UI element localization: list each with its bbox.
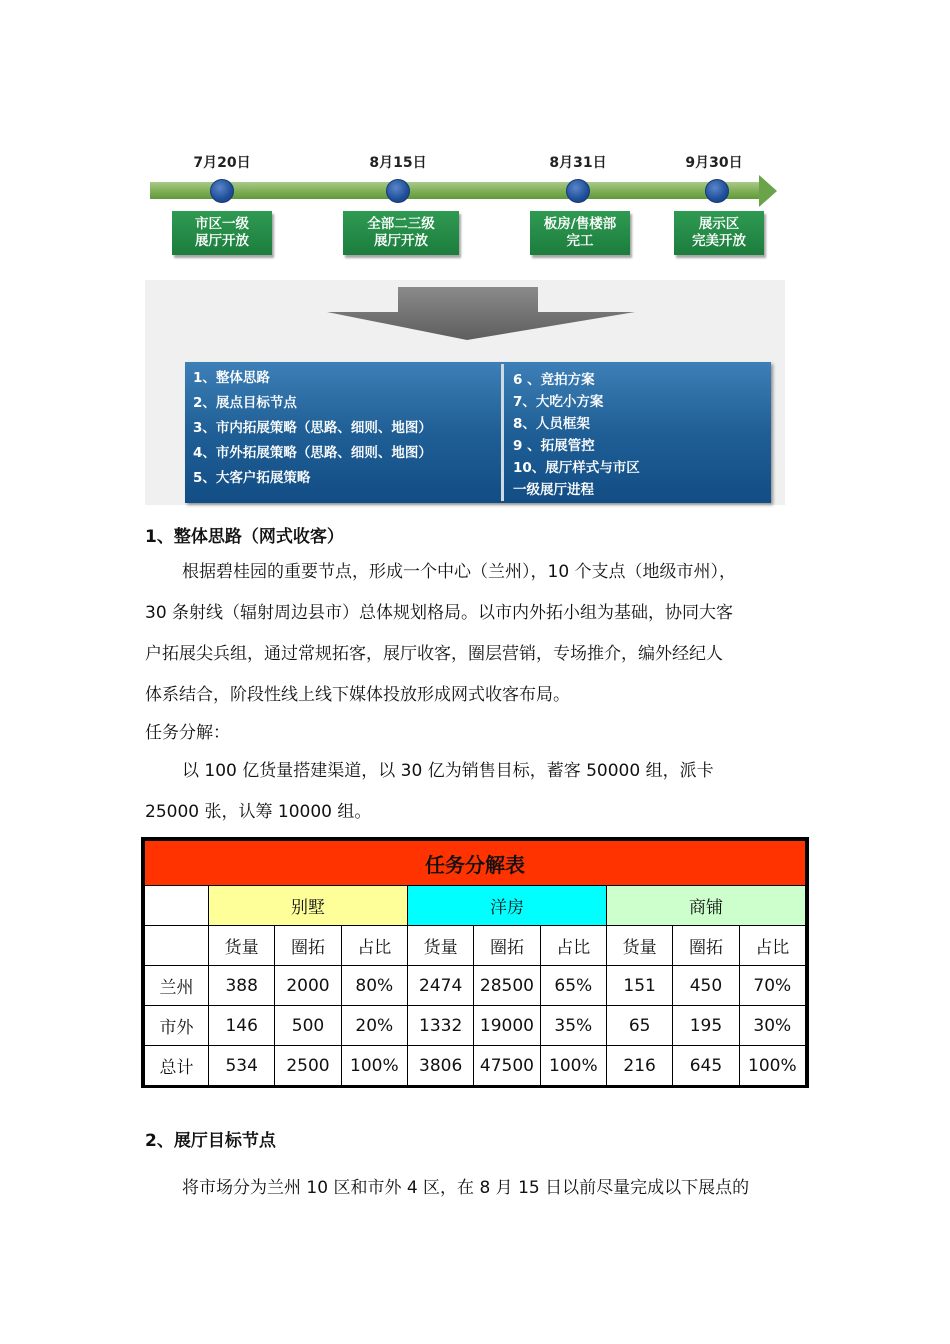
task-label xyxy=(145,713,815,754)
milestone-box xyxy=(674,211,764,255)
table-cell: 30% xyxy=(739,1006,805,1046)
row-label: 市外 xyxy=(145,1006,209,1046)
milestone-date: 8月15日 xyxy=(369,155,427,171)
paragraph-line: 将市场分为兰州 10 区和市外 4 区，在 8 月 15 日以前尽量完成以下展点的 xyxy=(182,1178,750,1198)
table-cell: 2500 xyxy=(275,1046,341,1086)
table-row xyxy=(145,966,806,1006)
table-cell: 195 xyxy=(673,1006,739,1046)
task-paragraph xyxy=(145,751,815,833)
table-cell: 2000 xyxy=(275,966,341,1006)
table-cell: 146 xyxy=(209,1006,275,1046)
row-label: 总计 xyxy=(145,1046,209,1086)
milestone-date: 7月20日 xyxy=(193,155,251,171)
table-cell: 388 xyxy=(209,966,275,1006)
table-cell: 80% xyxy=(341,966,407,1006)
column-header: 占比 xyxy=(540,926,606,966)
timeline-node xyxy=(566,179,590,203)
panel-item: 一级展厅进程 xyxy=(513,482,594,498)
table-row xyxy=(145,1046,806,1086)
table-cell: 100% xyxy=(341,1046,407,1086)
panel-item: 6 、竞拍方案 xyxy=(513,372,595,388)
milestone-date: 9月30日 xyxy=(685,155,743,171)
table-row xyxy=(145,1006,806,1046)
table-cell: 47500 xyxy=(474,1046,540,1086)
table-corner xyxy=(145,926,209,966)
milestone-line: 市区一级 xyxy=(195,216,249,232)
table-cell: 645 xyxy=(673,1046,739,1086)
table-cell: 534 xyxy=(209,1046,275,1086)
column-header: 货量 xyxy=(407,926,473,966)
task-label-text: 任务分解： xyxy=(145,723,230,743)
panel-left-list xyxy=(193,366,432,491)
milestone-line: 展厅开放 xyxy=(374,233,428,249)
milestone-line: 展厅开放 xyxy=(195,233,249,249)
table-cell: 100% xyxy=(540,1046,606,1086)
paragraph-line: 30 条射线（辐射周边县市）总体规划格局。以市内外拓小组为基础，协同大客 xyxy=(145,603,734,623)
group-header-villa: 别墅 xyxy=(209,886,408,926)
milestone-line: 完美开放 xyxy=(692,233,746,249)
section-heading: 1、整体思路（网式收客） xyxy=(145,527,344,547)
table-cell: 70% xyxy=(739,966,805,1006)
paragraph-line: 根据碧桂园的重要节点，形成一个中心（兰州），10 个支点（地级市州）， xyxy=(182,562,737,582)
contents-panel xyxy=(185,362,771,503)
column-header: 圈拓 xyxy=(673,926,739,966)
table-cell: 65 xyxy=(606,1006,672,1046)
paragraph-line: 以 100 亿货量搭建渠道，以 30 亿为销售目标，蓄客 50000 组，派卡 xyxy=(182,761,714,781)
panel-divider xyxy=(501,364,504,501)
task-table xyxy=(141,837,809,1088)
paragraph-line: 25000 张，认筹 10000 组。 xyxy=(145,802,372,822)
column-header: 圈拓 xyxy=(275,926,341,966)
milestone-box xyxy=(343,211,459,255)
panel-item: 7、大吃小方案 xyxy=(513,394,604,410)
column-header: 圈拓 xyxy=(474,926,540,966)
panel-item: 8、人员框架 xyxy=(513,416,590,432)
table-cell: 28500 xyxy=(474,966,540,1006)
table-cell: 2474 xyxy=(407,966,473,1006)
table-cell: 1332 xyxy=(407,1006,473,1046)
paragraph-line: 体系结合，阶段性线上线下媒体投放形成网式收客布局。 xyxy=(145,685,570,705)
table-cell: 19000 xyxy=(474,1006,540,1046)
timeline-arrow-shaft xyxy=(150,182,760,199)
panel-item: 5、大客户拓展策略 xyxy=(193,470,311,486)
table-cell: 35% xyxy=(540,1006,606,1046)
table-cell: 216 xyxy=(606,1046,672,1086)
milestone-line: 展示区 xyxy=(698,216,740,232)
panel-item: 4、市外拓展策略（思路、细则、地图） xyxy=(193,445,432,461)
milestone-box xyxy=(172,211,272,255)
panel-item: 1、整体思路 xyxy=(193,370,270,386)
milestone-line: 全部二三级 xyxy=(367,216,435,232)
timeline-figure xyxy=(145,140,785,510)
table-cell: 20% xyxy=(341,1006,407,1046)
panel-item: 3、市内拓展策略（思路、细则、地图） xyxy=(193,420,432,436)
table-cell: 65% xyxy=(540,966,606,1006)
paragraph-line: 户拓展尖兵组，通过常规拓客，展厅收客，圈层营销，专场推介，编外经纪人 xyxy=(145,644,723,664)
milestone-box xyxy=(530,211,630,255)
table-title: 任务分解表 xyxy=(145,841,806,886)
panel-item: 10、展厅样式与市区 xyxy=(513,460,640,476)
group-header-apartment: 洋房 xyxy=(407,886,606,926)
table-cell: 151 xyxy=(606,966,672,1006)
timeline-node xyxy=(386,179,410,203)
table-cell: 100% xyxy=(739,1046,805,1086)
table-cell: 3806 xyxy=(407,1046,473,1086)
panel-item: 2、展点目标节点 xyxy=(193,395,297,411)
panel-right-list xyxy=(513,369,640,501)
column-header: 占比 xyxy=(341,926,407,966)
timeline-node xyxy=(210,179,234,203)
row-label: 兰州 xyxy=(145,966,209,1006)
milestone-line: 完工 xyxy=(566,233,594,249)
panel-item: 9 、拓展管控 xyxy=(513,438,595,454)
column-header: 货量 xyxy=(606,926,672,966)
section-heading: 2、展厅目标节点 xyxy=(145,1131,276,1151)
table-corner xyxy=(145,886,209,926)
table-cell: 450 xyxy=(673,966,739,1006)
milestone-line: 板房/售楼部 xyxy=(543,216,617,232)
milestone-date: 8月31日 xyxy=(549,155,607,171)
timeline-node xyxy=(705,179,729,203)
section-paragraph xyxy=(145,552,815,716)
column-header: 占比 xyxy=(739,926,805,966)
group-header-shop: 商铺 xyxy=(606,886,805,926)
table-cell: 500 xyxy=(275,1006,341,1046)
timeline-arrow-head xyxy=(759,175,777,207)
section-paragraph xyxy=(145,1168,815,1209)
column-header: 货量 xyxy=(209,926,275,966)
down-arrow-icon xyxy=(145,280,785,360)
